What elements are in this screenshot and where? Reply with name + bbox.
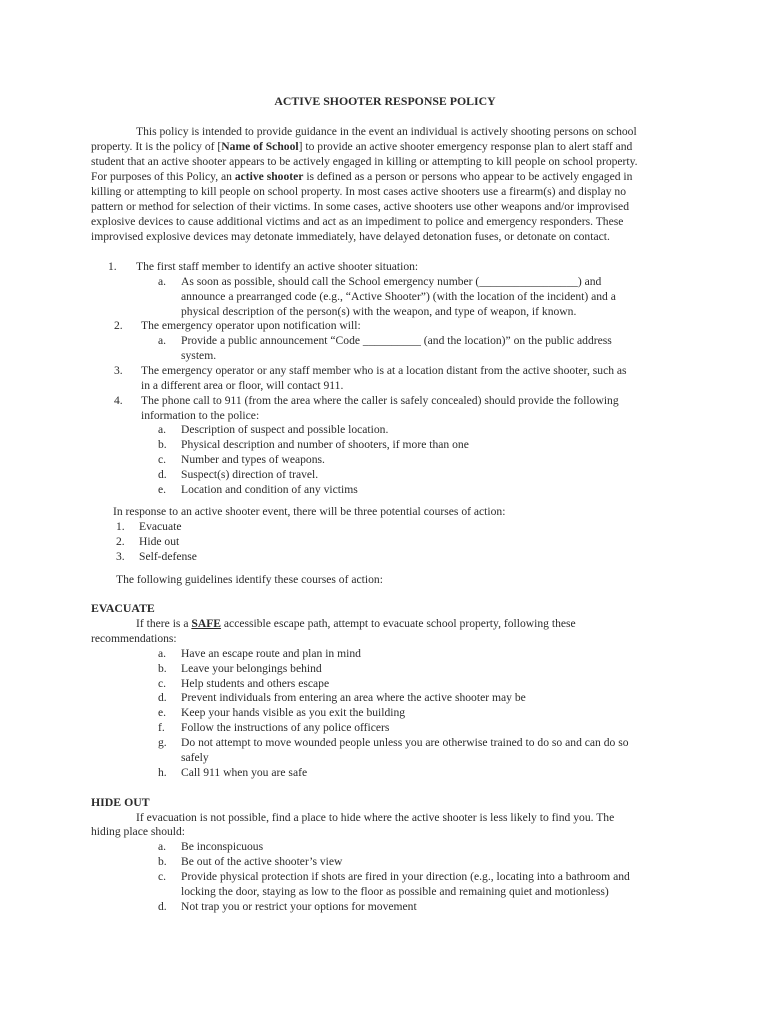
evacuate-line: recommendations: — [91, 632, 177, 645]
intro-text: ] to provide an active shooter emergency response plan to alert staff and — [298, 140, 633, 153]
evacuate-text: accessible escape path, attempt to evacuate school property, following these — [221, 617, 576, 630]
substep-text: system. — [181, 349, 217, 362]
guidelines-intro: The following guidelines identify these courses of action: — [116, 573, 383, 586]
substep-mark: a. — [158, 334, 167, 347]
intro-line: This policy is intended to provide guidance in the event an individual is actively shooting persons on school — [136, 125, 637, 138]
item-text: Not trap you or restrict your options for movement — [181, 900, 417, 913]
item-text: Be inconspicuous — [181, 840, 264, 853]
course-mark: 2. — [116, 535, 125, 548]
step-text: The emergency operator upon notification will: — [141, 319, 361, 332]
step-text: information to the police: — [141, 409, 260, 422]
intro-line: student that an active shooter appears to be actively engaged in killing or attempting to kill people on school property. — [91, 155, 638, 168]
item-mark: d. — [158, 900, 167, 913]
substep-text: As soon as possible, should call the School emergency number (_________________) and — [181, 275, 602, 288]
item-text: Keep your hands visible as you exit the building — [181, 706, 406, 719]
course-text: Evacuate — [139, 520, 182, 533]
hideout-heading: HIDE OUT — [91, 795, 150, 809]
intro-line: killing or attempting to kill people on school property. In most cases active shooters use a firearm(s) and display no — [91, 185, 627, 198]
hideout-line: hiding place should: — [91, 825, 186, 838]
intro-line — [91, 169, 632, 184]
course-mark: 3. — [116, 550, 125, 563]
substep-text: announce a prearranged code (e.g., “Active Shooter”) (with the location of the incident) and a — [181, 290, 616, 303]
item-mark: g. — [158, 736, 167, 749]
step-text: The first staff member to identify an active shooter situation: — [136, 260, 419, 273]
hideout-line: If evacuation is not possible, find a place to hide where the active shooter is less likely to find you. The — [136, 811, 615, 824]
substep-text: Provide a public announcement “Code __________ (and the location)” on the public address — [181, 334, 612, 347]
item-mark: h. — [158, 766, 167, 779]
safe-emphasis: SAFE — [191, 617, 222, 630]
step-text: in a different area or floor, will contact 911. — [141, 379, 344, 392]
course-text: Self-defense — [139, 550, 197, 563]
item-mark: c. — [158, 677, 167, 690]
step-text: The phone call to 911 (from the area where the caller is safely concealed) should provide the following — [141, 394, 619, 407]
substep-text: physical description of the person(s) with the weapon, and type of weapon, if known. — [181, 305, 577, 318]
intro-line: pattern or method for selection of their victims. In some cases, active shooters use other weapons and/or improvised — [91, 200, 629, 213]
courses-intro: In response to an active shooter event, there will be three potential courses of action: — [113, 505, 506, 518]
item-text: Help students and others escape — [181, 677, 330, 690]
intro-line: improvised explosive devices may detonate immediately, have delayed detonation fuses, or detonate on contact. — [91, 230, 610, 243]
page-title: ACTIVE SHOOTER RESPONSE POLICY — [274, 94, 496, 108]
substep-mark: c. — [158, 453, 167, 466]
course-mark: 1. — [116, 520, 125, 533]
evacuate-line — [136, 616, 576, 631]
step-number: 3. — [114, 364, 123, 377]
item-text: safely — [181, 751, 209, 764]
step-text: The emergency operator or any staff member who is at a location distant from the active shooter, such as — [141, 364, 627, 377]
item-mark: c. — [158, 870, 167, 883]
intro-line — [91, 139, 632, 154]
item-mark: b. — [158, 662, 167, 675]
active-shooter-term: active shooter — [234, 170, 304, 183]
item-mark: a. — [158, 647, 167, 660]
item-text: locking the door, staying as low to the floor as possible and remaining quiet and motionless) — [181, 885, 609, 898]
item-text: Provide physical protection if shots are fired in your direction (e.g., locating into a bathroom and — [181, 870, 630, 883]
item-mark: f. — [158, 721, 165, 734]
substep-mark: d. — [158, 468, 167, 481]
course-text: Hide out — [139, 535, 180, 548]
substep-text: Location and condition of any victims — [181, 483, 358, 496]
substep-mark: a. — [158, 275, 167, 288]
substep-text: Number and types of weapons. — [181, 453, 325, 466]
school-name-placeholder: Name of School — [221, 140, 299, 153]
item-text: Call 911 when you are safe — [181, 766, 308, 779]
substep-text: Description of suspect and possible location. — [181, 423, 389, 436]
item-text: Have an escape route and plan in mind — [181, 647, 361, 660]
substep-mark: e. — [158, 483, 167, 496]
item-text: Be out of the active shooter’s view — [181, 855, 343, 868]
intro-text: property. It is the policy of [ — [91, 140, 222, 153]
item-mark: e. — [158, 706, 167, 719]
evacuate-text: If there is a — [136, 617, 192, 630]
substep-text: Physical description and number of shooters, if more than one — [181, 438, 469, 451]
step-number: 2. — [114, 319, 123, 332]
item-mark: a. — [158, 840, 167, 853]
intro-line: explosive devices to cause additional victims and act as an impediment to police and emergency responders. These — [91, 215, 624, 228]
item-text: Leave your belongings behind — [181, 662, 322, 675]
evacuate-heading: EVACUATE — [91, 601, 155, 615]
item-text: Do not attempt to move wounded people unless you are otherwise trained to do so and can do so — [181, 736, 629, 749]
substep-mark: a. — [158, 423, 167, 436]
step-number: 4. — [114, 394, 123, 407]
intro-text: For purposes of this Policy, an — [91, 170, 235, 183]
item-mark: d. — [158, 691, 167, 704]
step-number: 1. — [108, 260, 117, 273]
substep-mark: b. — [158, 438, 167, 451]
item-text: Prevent individuals from entering an area where the active shooter may be — [181, 691, 526, 704]
item-mark: b. — [158, 855, 167, 868]
intro-text: is defined as a person or persons who appear to be actively engaged in — [303, 170, 633, 183]
item-text: Follow the instructions of any police officers — [181, 721, 390, 734]
substep-text: Suspect(s) direction of travel. — [181, 468, 319, 481]
